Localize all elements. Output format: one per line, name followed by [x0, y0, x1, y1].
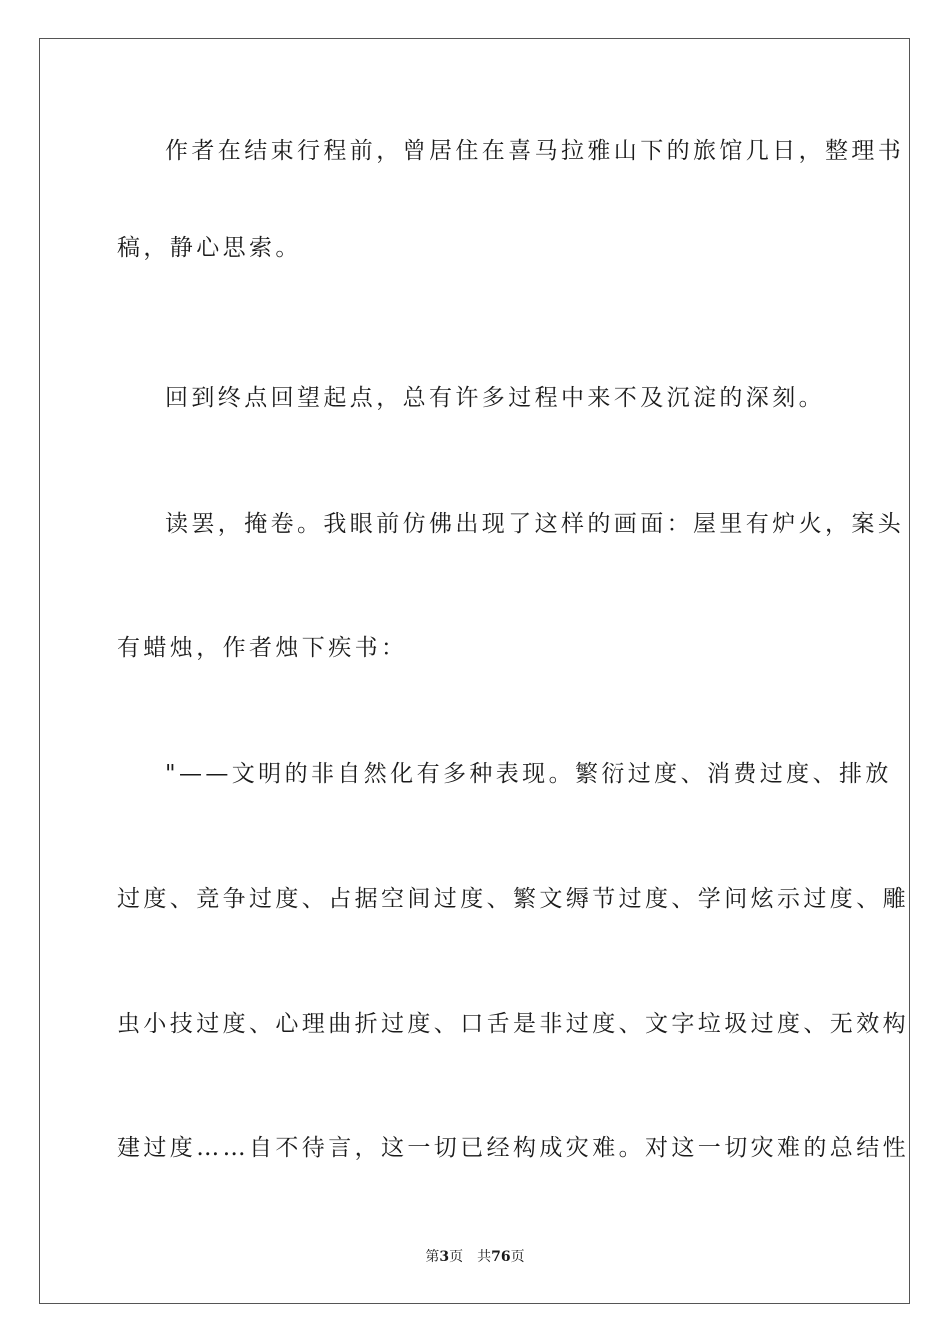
- paragraph-line-1: 作者在结束行程前，曾居住在喜马拉雅山下的旅馆几日，整理书: [165, 138, 905, 164]
- page-suffix: 页: [449, 1249, 464, 1265]
- total-prefix: 共: [477, 1249, 492, 1265]
- page-border: [39, 38, 910, 1304]
- paragraph-line-8: 虫小技过度、心理曲折过度、口舌是非过度、文字垃圾过度、无效构: [117, 1011, 909, 1037]
- paragraph-line-2: 稿，静心思索。: [117, 235, 302, 261]
- paragraph-line-7: 过度、竞争过度、占据空间过度、繁文缛节过度、学问炫示过度、雕: [117, 886, 909, 912]
- paragraph-line-6: "——文明的非自然化有多种表现。繁衍过度、消费过度、排放: [165, 761, 892, 787]
- total-suffix: 页: [510, 1249, 525, 1265]
- total-pages: 76: [491, 1249, 511, 1265]
- paragraph-line-3: 回到终点回望起点，总有许多过程中来不及沉淀的深刻。: [165, 385, 825, 411]
- page-footer: [0, 1248, 950, 1266]
- page-prefix: 第: [425, 1249, 440, 1265]
- paragraph-line-5: 有蜡烛，作者烛下疾书：: [117, 635, 408, 661]
- paragraph-line-4: 读罢，掩卷。我眼前仿佛出现了这样的画面：屋里有炉火，案头: [165, 511, 905, 537]
- paragraph-line-9: 建过度……自不待言，这一切已经构成灾难。对这一切灾难的总结性: [117, 1135, 909, 1161]
- page-number: 3: [439, 1249, 450, 1265]
